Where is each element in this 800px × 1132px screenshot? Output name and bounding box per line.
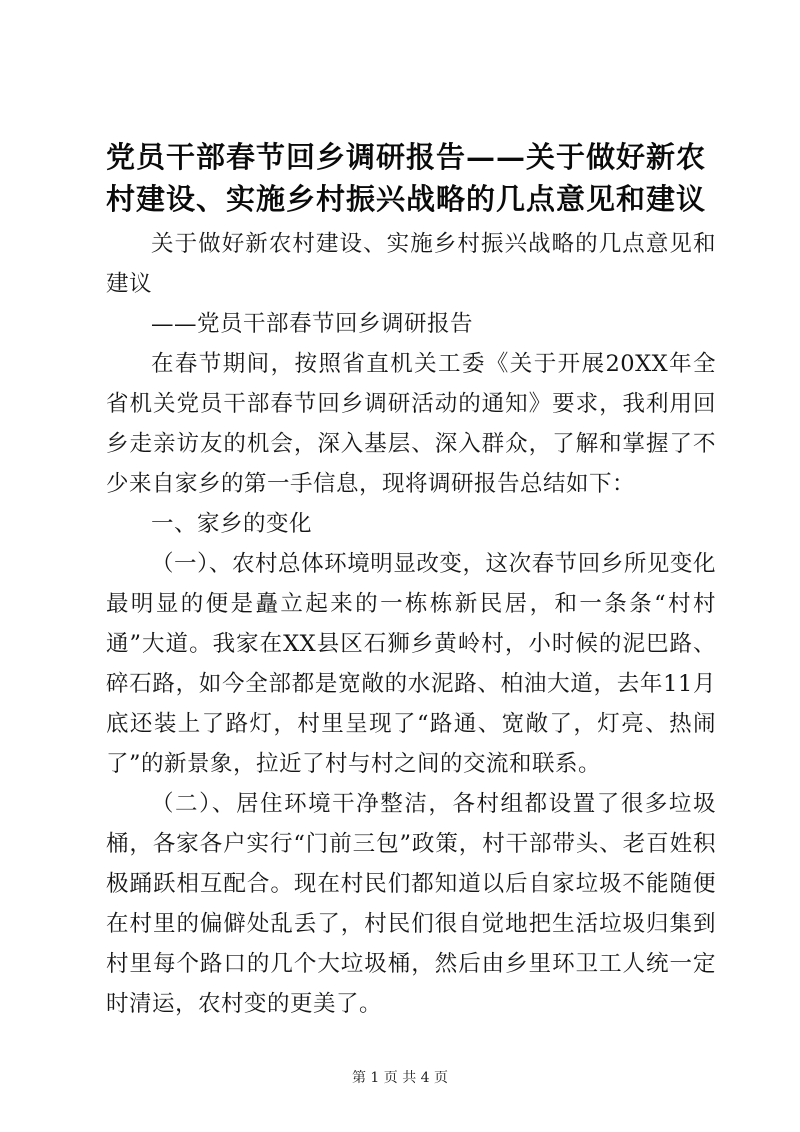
subtitle-line: ——党员干部春节回乡调研报告 — [151, 311, 474, 337]
body-paragraph: （一）、农村总体环境明显改变，这次春节回乡所见变化最明显的便是矗立起来的一栋栋新民居，和一条条“村村通”大道。我家在XX县区石狮乡黄岭村，小时候的泥巴路、碎石路，如今全部都是宽敞的水泥路、柏油大道，去年11月底还装上了路灯，村里呈现了“路通、宽敞了，灯亮、热闹了”的新景象，拉近了村与村之间的交流和联系。 — [106, 551, 716, 777]
document-title: 党员干部春节回乡调研报告——关于做好新农村建设、实施乡村振兴战略的几点意见和建议 — [106, 140, 707, 216]
subtitle-line: 关于做好新农村建设、实施乡村振兴战略的几点意见和建议 — [106, 231, 716, 297]
page-number-footer: 第 1 页 共 4 页 — [351, 1070, 449, 1086]
body-paragraph: 在春节期间，按照省直机关工委《关于开展20XX年全省机关党员干部春节回乡调研活动的通知》要求，我利用回乡走亲访友的机会，深入基层、深入群众，了解和掌握了不少来自家乡的第一手信息，现将调研报告总结如下： — [106, 351, 716, 497]
body-paragraph: （二）、居住环境干净整洁，各村组都设置了很多垃圾桶，各家各户实行“门前三包”政策，村干部带头、老百姓积极踊跃相互配合。现在村民们都知道以后自家垃圾不能随便在村里的偏僻处乱丢了，村民们很自觉地把生活垃圾归集到村里每个路口的几个大垃圾桶，然后由乡里环卫工人统一定时清运，农村变的更美了。 — [106, 791, 716, 1017]
section-heading: 一、家乡的变化 — [151, 511, 313, 537]
document-body — [106, 224, 716, 1024]
